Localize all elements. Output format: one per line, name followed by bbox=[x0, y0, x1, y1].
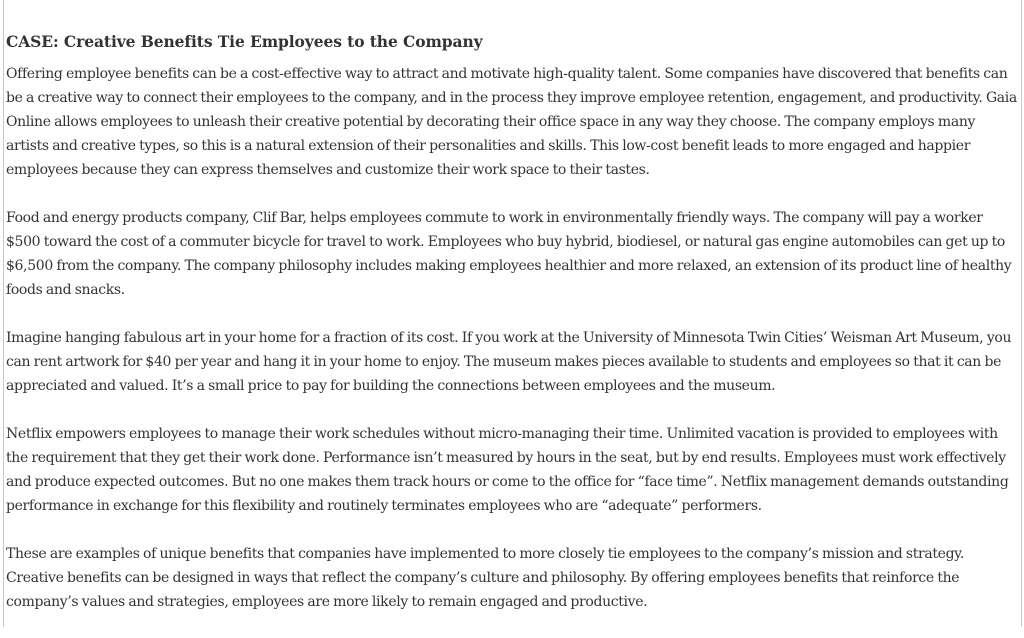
paragraph-conclusion: These are examples of unique benefits that companies have implemented to more closely tie employees to the company’s mission and strategy. Creative benefits can be designed in ways that reflect the company’s culture and philosophy. By offering employees benefits that reinforce the company’s values and strategies, employees are more likely to remain engaged and productive. bbox=[6, 546, 964, 610]
paragraph-clif-bar: Food and energy products company, Clif Bar, helps employees commute to work in environmentally friendly ways. The company will pay a worker $500 toward the cost of a commuter bicycle for travel to work. Employees who buy hybrid, biodiesel, or natural gas engine automobiles can get up to $6,500 from the company. The company philosophy includes making employees healthier and more relaxed, an extension of its product line of healthy foods and snacks. bbox=[6, 210, 1012, 298]
paragraph-gaia-online: Offering employee benefits can be a cost-effective way to attract and motivate high-quality talent. Some companies have discovered that benefits can be a creative way to connect their employees to the company, and in the process they improve employee retention, engagement, and productivity. Gaia Online allows employees to unleash their creative potential by decorating their office space in any way they choose. The company employs many artists and creative types, so this is a natural extension of their personalities and skills. This low-cost benefit leads to more engaged and happier employees because they can express themselves and customize their work space to their tastes. bbox=[6, 66, 1017, 178]
case-article bbox=[6, 31, 1020, 638]
case-title: CASE: Creative Benefits Tie Employees to the Company bbox=[6, 32, 483, 51]
paragraph-netflix: Netflix empowers employees to manage their work schedules without micro-managing their time. Unlimited vacation is provided to employees with the requirement that they get their work done. Performance isn’t measured by hours in the seat, but by end results. Employees must work effectively and produce expected outcomes. But no one makes them track hours or come to the office for “face time”. Netflix management demands outstanding performance in exchange for this flexibility and routinely terminates employees who are “adequate” performers. bbox=[6, 426, 1009, 514]
paragraph-weisman-art-museum: Imagine hanging fabulous art in your home for a fraction of its cost. If you work at the University of Minnesota Twin Cities’ Weisman Art Museum, you can rent artwork for $40 per year and hang it in your home to enjoy. The museum makes pieces available to students and employees so that it can be appreciated and valued. It’s a small price to pay for building the connections between employees and the museum. bbox=[6, 330, 1012, 394]
right-border bbox=[1021, 0, 1022, 627]
left-border bbox=[3, 0, 4, 627]
